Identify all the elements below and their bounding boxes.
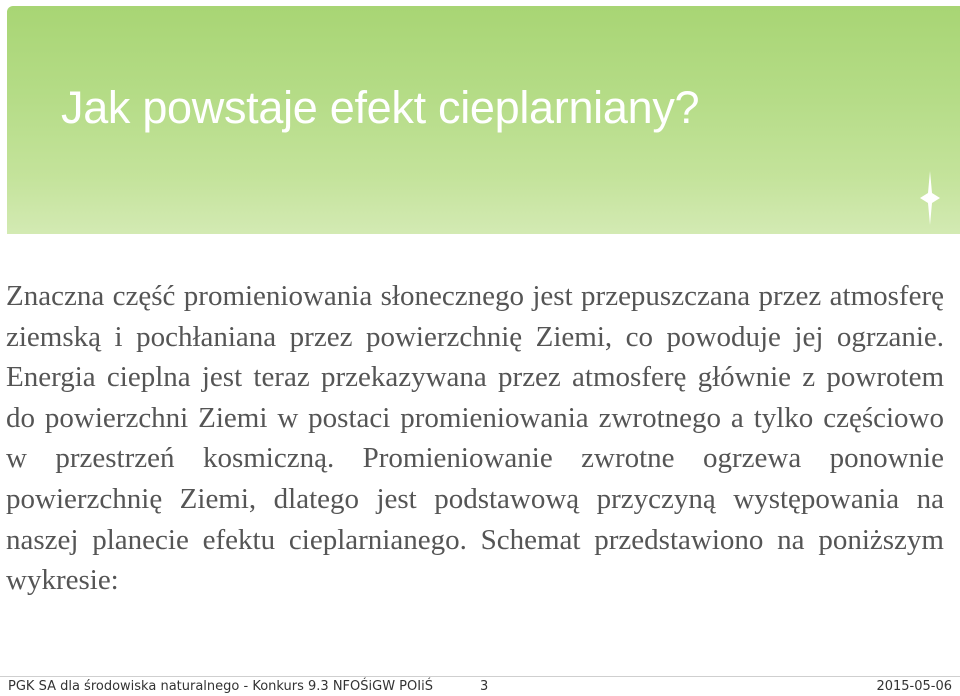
slide-body-text: Znaczna część promieniowania słonecznego jest przepuszczana przez atmosferę ziemską i pochłaniana przez powierzchnię Ziemi, co powoduje jej ogrzanie. Energia cieplna jest teraz przekazywana przez atmosferę głównie z powrotem do powierzchni Ziemi w postaci promieniowania zwrotnego a tylko częściowo w przestrzeń kosmiczną. Promieniowanie zwrotne ogrzewa ponownie powierzchnię Ziemi, dlatego jest podstawową przyczyną występowania na naszej planecie efektu cieplarnianego. Schemat przedstawiono na poniższym wykresie: [6, 280, 944, 597]
footer-divider [0, 676, 960, 677]
sparkle-icon [920, 171, 940, 225]
title-band [7, 6, 960, 234]
slide-title: Jak powstaje efekt cieplarniany? [61, 82, 700, 133]
footer-date: 2015-05-06 [876, 679, 952, 694]
page-number: 3 [480, 679, 489, 694]
footer-caption: PGK SA dla środowiska naturalnego - Konkurs 9.3 NFOŚiGW POIiŚ [8, 679, 433, 694]
slide-footer [0, 672, 960, 696]
